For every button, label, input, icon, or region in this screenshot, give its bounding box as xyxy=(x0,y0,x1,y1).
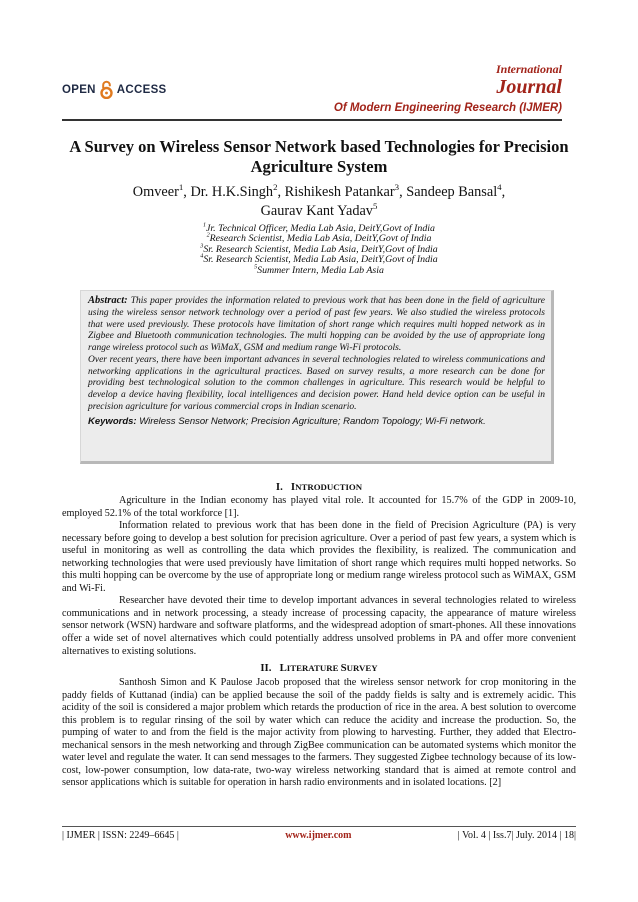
page-footer xyxy=(62,826,576,841)
affiliation: $^5$Summer Intern, Media Lab Asia xyxy=(254,264,384,276)
paragraph: Santhosh Simon and K Paulose Jacob proposed that the wireless sensor network for crop monitoring in the paddy fields of Kuttanad (india) can be applied because the soil of the paddy fields is salty and is extremely acidic. This acidity of the soil is considered a major problem which retards the production of rice in the area. A best solution to overcome this problem is to regular rinsing of the soil by water which can reduce the acidity and increase the production. So, the pumping of water to and from the field is the major activity from plowing to harvesting. Further, they added that Electro-mechanical sensors in the mesh networking and through ZigBee communication can be automated systems which monitor the water level and regulate the water. It can send messages to the farmers. They suggested Zigbee technology because of its low-cost, low-power consumption, low data-rate, two-way wireless networking standard that is aimed at remote control and sensor applications which is suitable for operation in harsh radio environments and in isolated locations. [2] xyxy=(62,677,576,789)
footer-divider xyxy=(62,826,576,827)
abstract-box xyxy=(80,290,554,464)
paragraph: Researcher have devoted their time to develop important advances in several technologies related to wireless communications and in network processing, a steady increase of processing capacity, the appearance of mature wireless sensor network (WSN) hardware and software platforms, and the widespread adoption of smart-phones. All these innovations offer a wide set of novel alternatives which could potentially address unsolved problems in PA and offer more convenient alternatives to existing solutions. xyxy=(62,595,576,657)
affiliation: $^4$Sr. Research Scientist, Media Lab Asia, DeitY,Govt of India xyxy=(200,253,438,266)
header-divider xyxy=(62,119,562,121)
paragraph: Agriculture in the Indian economy has played vital role. It accounted for 15.7% of the GDP in 2009-10, employed 52.1% of the total workforce [1]. xyxy=(62,495,576,519)
affiliation-list xyxy=(60,224,578,276)
paragraph: Information related to previous work that has been done in the field of Precision Agriculture (PA) is very necessary before going to develop a best solution for precision agriculture. Over a period of past few years, a system which is useful in monitoring as well as controlling the data which provides the flexibility, is realized. The communication and networking technologies that were used previously have limitation of short range which requires multi hopped networks. So this multi hopping can be overcome by the use of appropriate long or medium range wireless protocol such as WiMAX, GSM and Wi-Fi. xyxy=(62,520,576,594)
open-lock-icon xyxy=(100,80,113,99)
open-access-left: OPEN xyxy=(62,83,96,96)
keywords-label: Keywords: xyxy=(88,415,137,427)
abstract-paragraph: Over recent years, there have been important advances in several technologies related to wireless communications and networking applications in the agricultural practices. Based on survey results, a more research can be done for providing best technological solution to the common challenges in agriculture. This research would be helpful to develop a device having flexibility, local intelligences and decision power. Hand held device option can be useful in precision agriculture for various commercial crops in Indian scenario. xyxy=(88,354,545,412)
footer-journal-link[interactable]: www.ijmer.com xyxy=(285,830,352,841)
author: Gaurav Kant Yadav$^5$ xyxy=(260,201,378,219)
author: Omveer$^1$, xyxy=(132,182,191,200)
affiliation: $^3$Sr. Research Scientist, Media Lab Asia, DeitY,Govt of India xyxy=(200,243,438,255)
journal-name-line1: International xyxy=(495,62,562,76)
footer-issn: | IJMER | ISSN: 2249–6645 | xyxy=(62,830,179,841)
paper-title: A Survey on Wireless Sensor Network based Technologies for Precision Agriculture System xyxy=(69,137,569,176)
footer-volume-page: | Vol. 4 | Iss.7| July. 2014 | 18| xyxy=(457,830,576,841)
author-list xyxy=(60,183,578,221)
affiliation: $^1$Jr. Technical Officer, Media Lab Asia, DeitY,Govt of India xyxy=(202,222,435,234)
section-heading-literature-survey: II. LITERATURE SURVEY xyxy=(260,662,378,674)
author: Dr. H.K.Singh$^2$, xyxy=(190,182,285,200)
introduction-body xyxy=(62,495,576,658)
journal-header xyxy=(62,52,562,124)
keywords: Keywords: Wireless Sensor Network; Precision Agriculture; Random Topology; Wi-Fi network. xyxy=(88,415,486,427)
author: Rishikesh Patankar$^3$, xyxy=(284,182,407,200)
literature-survey-body xyxy=(62,677,576,790)
open-access-logo xyxy=(62,80,167,99)
abstract-label: Abstract: xyxy=(88,295,128,306)
journal-name-line2: Journal xyxy=(496,76,562,98)
journal-name-line3: Of Modern Engineering Research (IJMER) xyxy=(333,102,562,114)
affiliation: $^2$Research Scientist, Media Lab Asia, DeitY,Govt of India xyxy=(206,233,432,245)
open-access-right: ACCESS xyxy=(116,83,167,96)
section-heading-introduction: I. INTRODUCTION xyxy=(275,481,363,493)
author: Sandeep Bansal$^4$, xyxy=(406,182,506,200)
abstract-paragraph: Abstract: This paper provides the information related to previous work that has been done in the field of agriculture using the wireless sensor network technology over a period of past few years. We also studied the wireless protocols that were used previously. These protocols have limitation of short range which requires multi hopped network as in Zigbee and Bluetooth communication technologies. The multi hopping can be avoided by the use of appropriate long range wireless protocol such as WiMaX, GSM and medium range Wi-Fi protocols. xyxy=(88,295,546,353)
